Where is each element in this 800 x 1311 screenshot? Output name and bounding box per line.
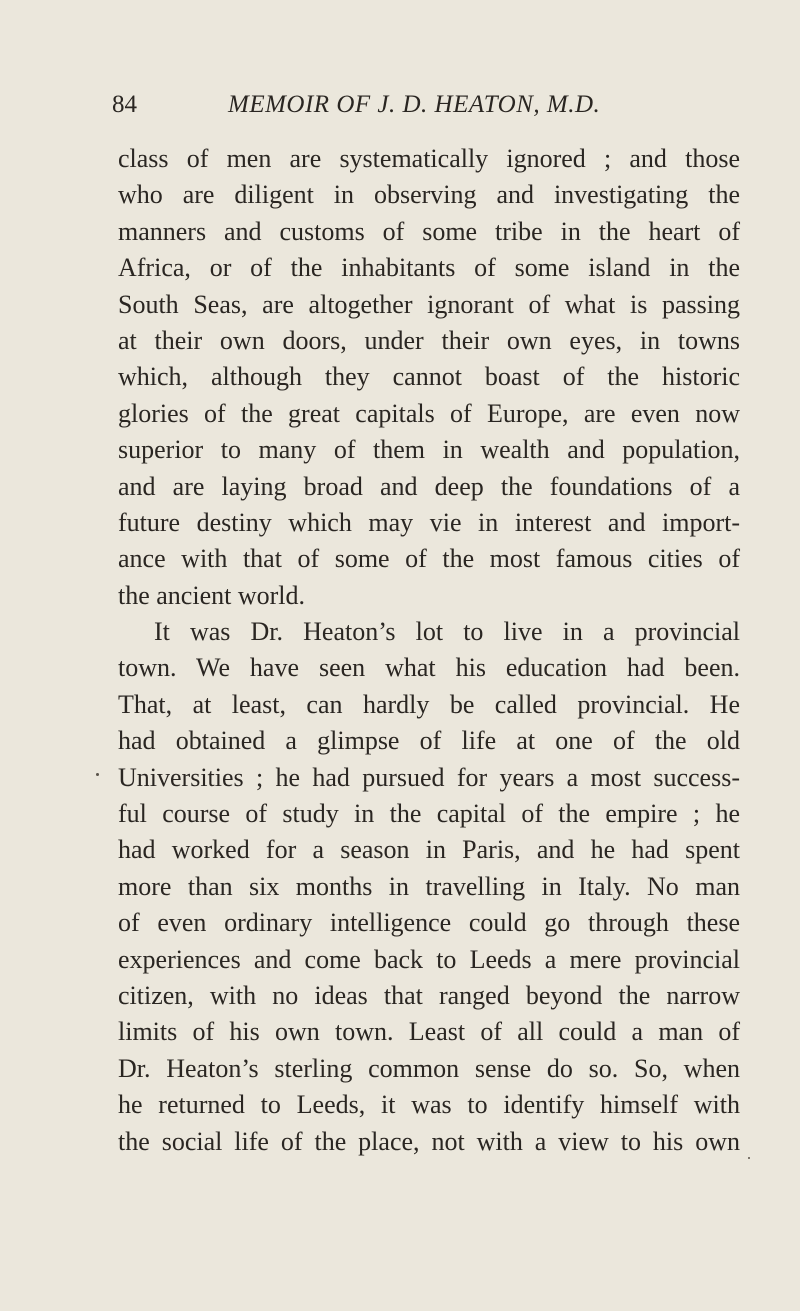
text-line: he returned to Leeds, it was to identify himself with [118,1090,740,1120]
paper-speck [748,1157,750,1159]
text-line: class of men are systematically ignored ; and those [118,144,740,173]
body-text [118,141,740,1160]
text-line: glories of the great capitals of Europe, are even now [118,398,740,428]
text-line: of even ordinary intelligence could go through these [118,908,740,938]
text-line: had obtained a glimpse of life at one of the old [118,726,740,756]
text-line: had worked for a season in Paris, and he had spent [118,835,740,865]
text-line: South Seas, are altogether ignorant of what is passing [118,289,740,319]
text-line: experiences and come back to Leeds a mere provincial [118,944,740,974]
paper-speck [96,773,99,776]
text-line: manners and customs of some tribe in the heart of [118,216,740,246]
text-line: which, although they cannot boast of the historic [118,362,740,392]
text-line: Africa, or of the inhabitants of some island in the [118,253,740,283]
text-line: That, at least, can hardly be called provincial. He [118,689,740,719]
text-line: Dr. Heaton’s sterling common sense do so. So, when [118,1053,740,1083]
page-number: 84 [112,91,137,118]
running-head [112,88,732,122]
text-line: future destiny which may vie in interest and import- [118,507,740,537]
text-line: citizen, with no ideas that ranged beyond the narrow [118,980,740,1010]
text-line: Universities ; he had pursued for years a most success- [118,762,740,792]
running-title: MEMOIR OF J. D. HEATON, M.D. [228,91,601,118]
text-line: at their own doors, under their own eyes, in towns [118,325,740,355]
text-line: ance with that of some of the most famous cities of [118,544,740,574]
text-line: and are laying broad and deep the foundations of a [118,471,740,501]
text-line: the social life of the place, not with a view to his own [118,1126,740,1156]
paragraph-start-line: It was Dr. Heaton’s lot to live in a provincial [154,617,740,647]
paragraph-end-line: the ancient world. [118,580,305,610]
text-line: more than six months in travelling in Italy. No man [118,871,740,901]
text-line: who are diligent in observing and investigating the [118,180,740,210]
text-line: limits of his own town. Least of all could a man of [118,1017,740,1047]
text-line: superior to many of them in wealth and population, [118,435,740,465]
text-line: town. We have seen what his education had been. [118,653,740,683]
text-line: ful course of study in the capital of the empire ; he [118,799,740,829]
